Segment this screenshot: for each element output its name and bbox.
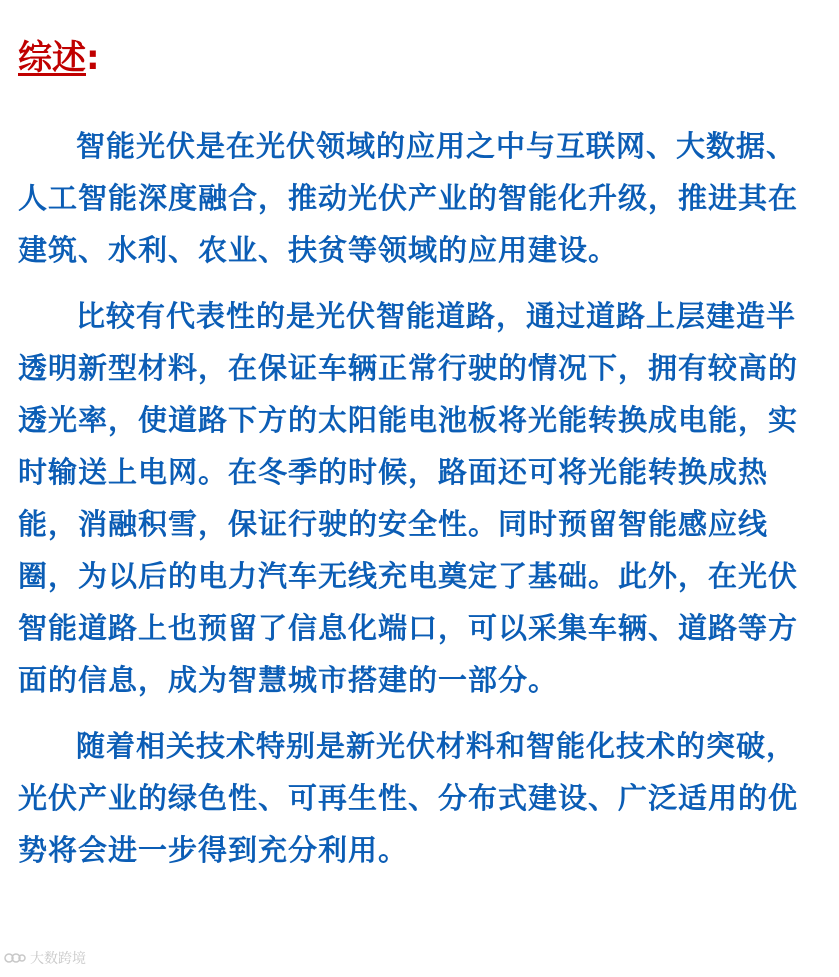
paragraph-smart-road: 比较有代表性的是光伏智能道路，通过道路上层建造半透明新型材料，在保证车辆正常行驶的情况下，拥有较高的透光率，使道路下方的太阳能电池板将光能转换成电能，实时输送上电网。在冬季的时候，路面还可将光能转换成热能，消融积雪，保证行驶的安全性。同时预留智能感应线圈，为以后的电力汽车无线充电奠定了基础。此外，在光伏智能道路上也预留了信息化端口，可以采集车辆、道路等方面的信息，成为智慧城市搭建的一部分。	[18, 299, 799, 697]
paragraph-outlook: 随着相关技术特别是新光伏材料和智能化技术的突破，光伏产业的绿色性、可再生性、分布式建设、广泛适用的优势将会进一步得到充分利用。	[18, 729, 799, 867]
watermark-text: 大数跨境	[30, 951, 86, 967]
watermark-logo-icon	[4, 951, 26, 965]
heading-title: 综述	[18, 38, 86, 78]
article-body	[18, 120, 824, 890]
paragraph-intro: 智能光伏是在光伏领域的应用之中与互联网、大数据、人工智能深度融合，推动光伏产业的智能化升级，推进其在建筑、水利、农业、扶贫等领域的应用建设。	[18, 129, 799, 267]
watermark	[4, 948, 86, 968]
heading-colon: :	[86, 38, 100, 78]
section-heading	[18, 36, 100, 80]
